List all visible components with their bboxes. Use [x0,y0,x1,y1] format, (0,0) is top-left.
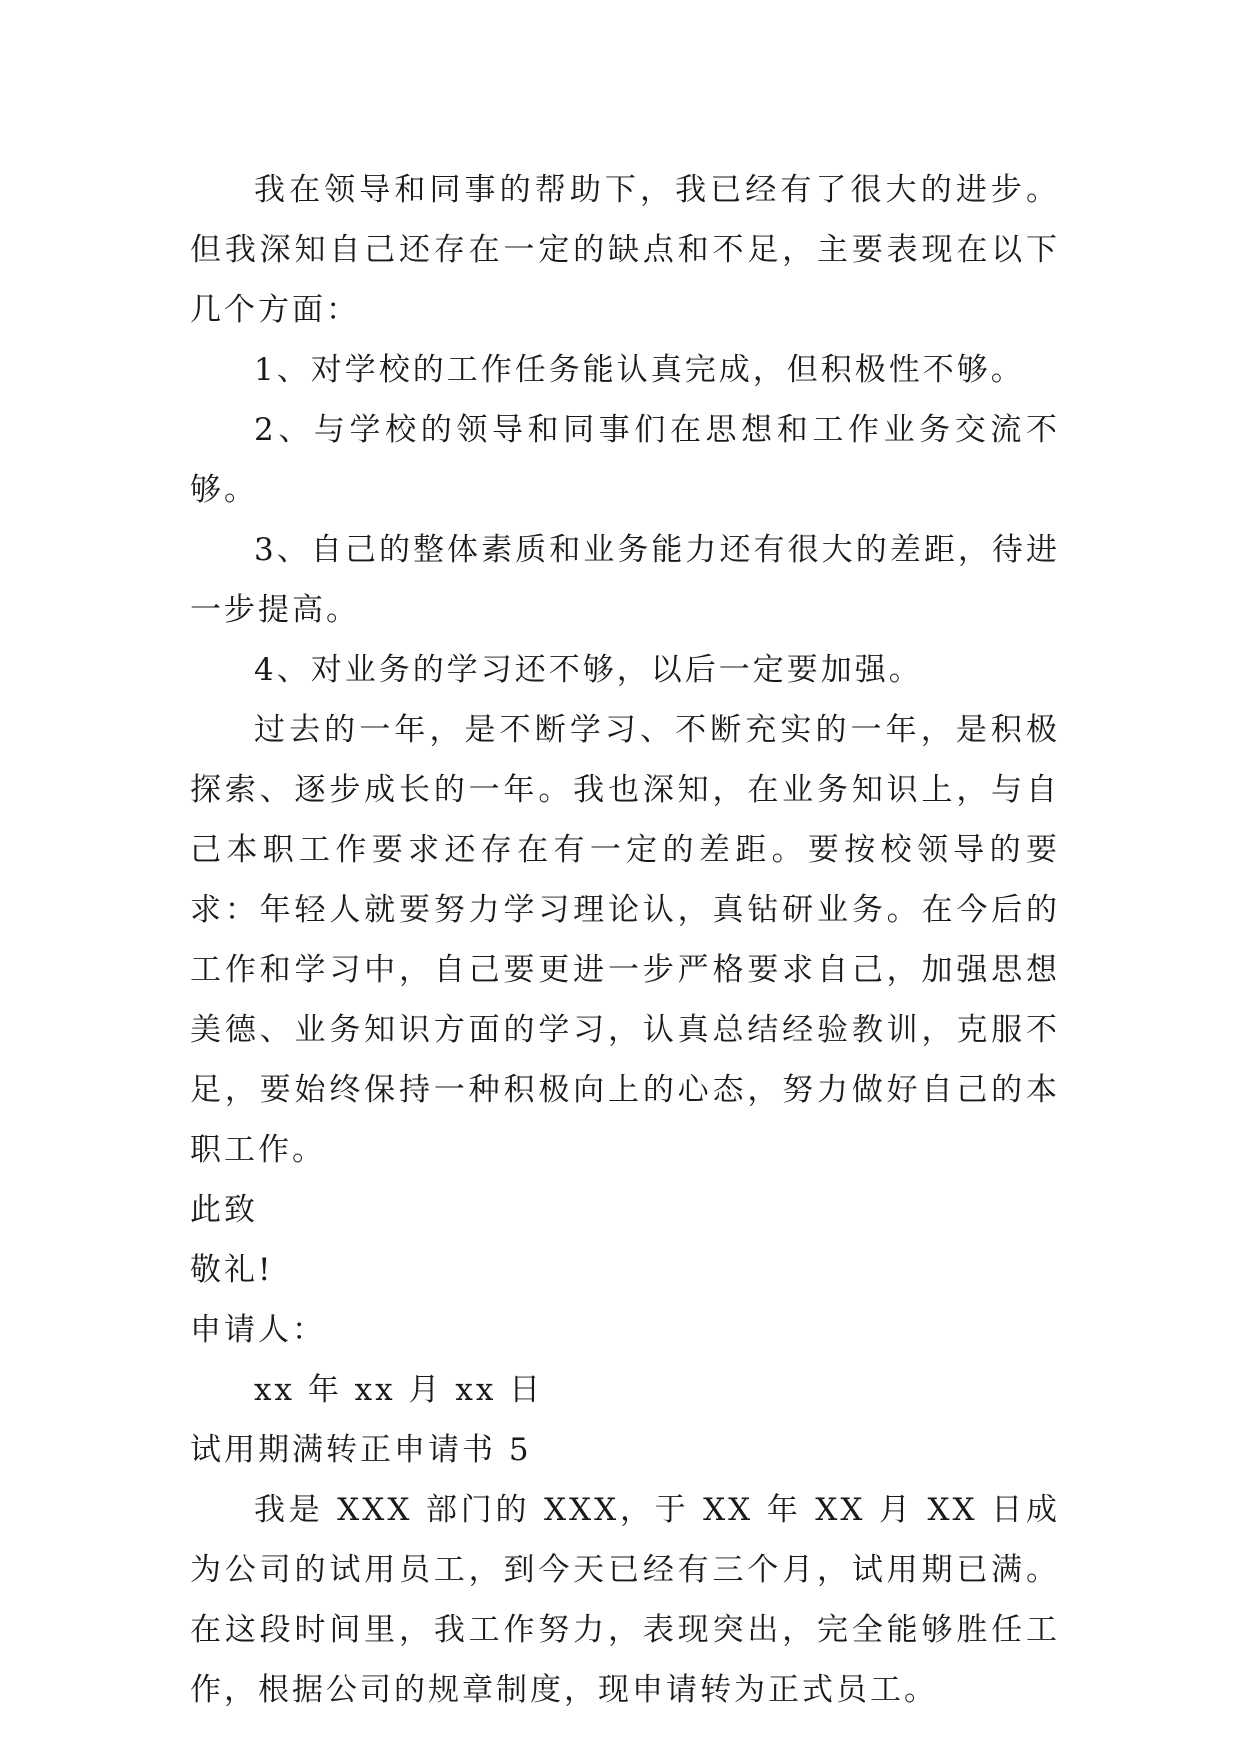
list-item-4: 4、对业务的学习还不够，以后一定要加强。 [254,652,923,688]
document-body [190,160,1060,1720]
list-item-3: 3、自己的整体素质和业务能力还有很大的差距，待进一步提高。 [190,532,1060,628]
closing-line: 此致 [190,1192,258,1228]
list-item-2: 2、与学校的领导和同事们在思想和工作业务交流不够。 [190,412,1060,508]
paragraph-application: 我是 XXX 部门的 XXX，于 XX 年 XX 月 XX 日成为公司的试用员工，到今天已经有三个月，试用期已满。在这段时间里，我工作努力，表现突出，完全能够胜任工作，根据公司的规章制度，现申请转为正式员工。 [190,1492,1060,1708]
date-line: xx 年 xx 月 xx 日 [254,1372,544,1408]
paragraph-progress: 我在领导和同事的帮助下，我已经有了很大的进步。但我深知自己还存在一定的缺点和不足，主要表现在以下几个方面： [190,172,1060,328]
applicant-label: 申请人： [190,1312,326,1348]
salute-line: 敬礼! [190,1252,274,1288]
paragraph-summary: 过去的一年，是不断学习、不断充实的一年，是积极探索、逐步成长的一年。我也深知，在业务知识上，与自己本职工作要求还存在有一定的差距。要按校领导的要求：年轻人就要努力学习理论认，真钻研业务。在今后的工作和学习中，自己要更进一步严格要求自己，加强思想美德、业务知识方面的学习，认真总结经验教训，克服不足，要始终保持一种积极向上的心态，努力做好自己的本职工作。 [190,712,1060,1168]
list-item-1: 1、对学校的工作任务能认真完成，但积极性不够。 [254,352,1025,388]
section-title: 试用期满转正申请书 5 [190,1432,532,1468]
